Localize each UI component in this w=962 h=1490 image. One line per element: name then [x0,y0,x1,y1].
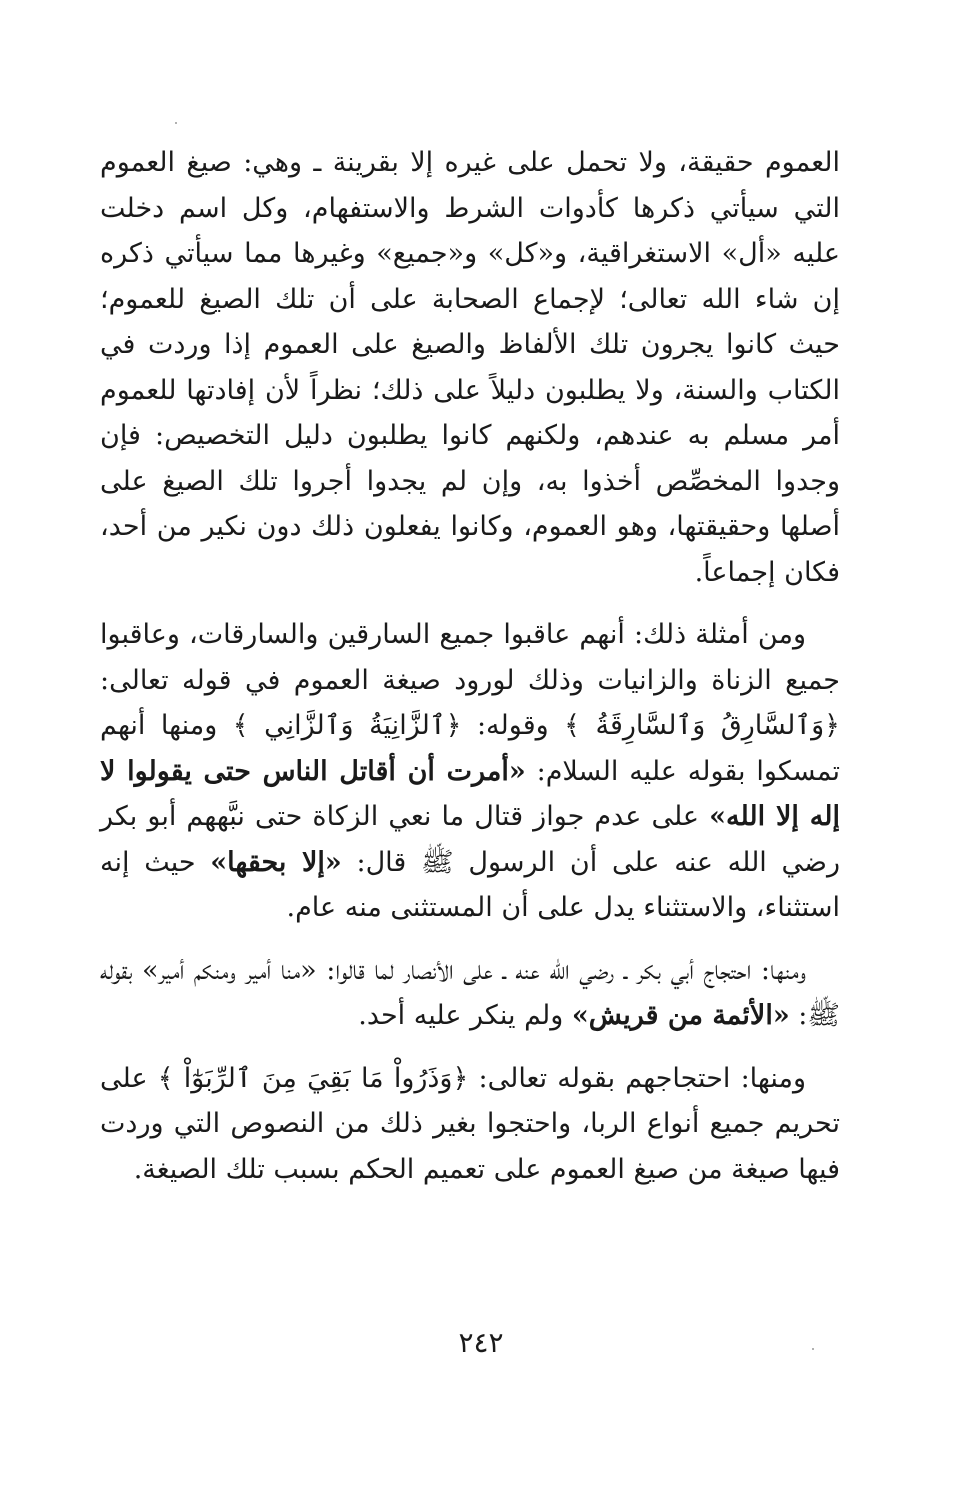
quran-verse-riba: ﴿وَذَرُواْ مَا بَقِيَ مِنَ ٱلرِّبَوٰٓاْ ﴾ [157,1062,469,1094]
paragraph-3-text: ولم ينكر عليه أحد. [358,1000,572,1031]
paragraph-4-text: ومنها: احتجاجهم بقوله تعالى: [468,1062,807,1094]
paragraph-2-text: ومنها أنهم تمسكوا بقوله عليه السلام: [100,710,840,787]
paragraph-1 [100,140,840,595]
hadith-quote-umirtu: «أمرت أن أقاتل الناس حتى يقولوا لا إله إلا الله» [100,755,840,832]
paragraph-3-text: ومنها: احتجاج أبي بكر ـ رضي الله عنه ـ على الأنصار لما قالوا: «منا أمير ومنكم أمير» بقوله ﷺ: [100,954,840,1031]
paragraph-4-text: على تحريم جميع أنواع الربا، واحتجوا بغير ذلك من النصوص التي وردت فيها صيغة من صيغ العموم على تعميم الحكم بسبب تلك الصيغة. [100,1062,840,1185]
hadith-quote-illa-bihaqqiha: «إلا بحقها» [210,846,342,878]
paragraph-4 [100,1056,840,1193]
paragraph-2-text: ومن أمثلة ذلك: أنهم عاقبوا جميع السارقين والسارقات، وعاقبوا جميع الزناة والزانيات وذلك لورود صيغة العموم في قوله تعالى: [100,619,840,696]
page-number: ٢٤٢ [458,1326,504,1359]
paragraph-2-text: حيث إنه استثناء، والاستثناء يدل على أن المستثنى منه عام. [100,846,840,923]
paragraph-2-text: على عدم جواز قتال ما نعي الزكاة حتى نبَّههم أبو بكر رضي الله عنه على أن الرسول ﷺ قال: [100,801,840,878]
scan-speck [175,122,177,124]
hadith-quote-aimma: «الأئمة من قريش» [571,1000,790,1031]
paragraph-2 [100,612,840,931]
paragraph-1-text: العموم حقيقة، ولا تحمل على غيره إلا بقرينة ـ وهي: صيغ العموم التي سيأتي ذكرها كأدوات الشرط والاستفهام، وكل اسم دخلت عليه «أل» الاستغراقية، و«كل» و«جميع» وغيرها مما سيأتي ذكره إن شاء الله تعالى؛ لإجماع الصحابة على أن تلك الصيغ للعموم؛ حيث كانوا يجرون تلك الألفاظ والصيغ على العموم إذا وردت في الكتاب والسنة، ولا يطلبون دليلاً على ذلك؛ نظراً لأن إفادتها للعموم أمر مسلم به عندهم، ولكنهم كانوا يطلبون دليل التخصيص: فإن وجدوا المخصِّص أخذوا به، وإن لم يجدوا أجروا تلك الصيغ على أصلها وحقيقتها، وهو العموم، وكانوا يفعلون ذلك دون نكير من أحد، فكان إجماعاً. [100,147,840,588]
scan-speck [812,1348,814,1350]
paragraph-2-text: وقوله: [461,710,565,741]
paragraph-3 [100,948,840,1039]
quran-verse-zaniya: ﴿ٱلزَّانِيَةُ وَٱلزَّانِي ﴾ [232,710,462,741]
quran-verse-sariq: ﴿وَٱلسَّارِقُ وَٱلسَّارِقَةُ ﴾ [564,710,840,741]
page-body [100,140,840,1192]
